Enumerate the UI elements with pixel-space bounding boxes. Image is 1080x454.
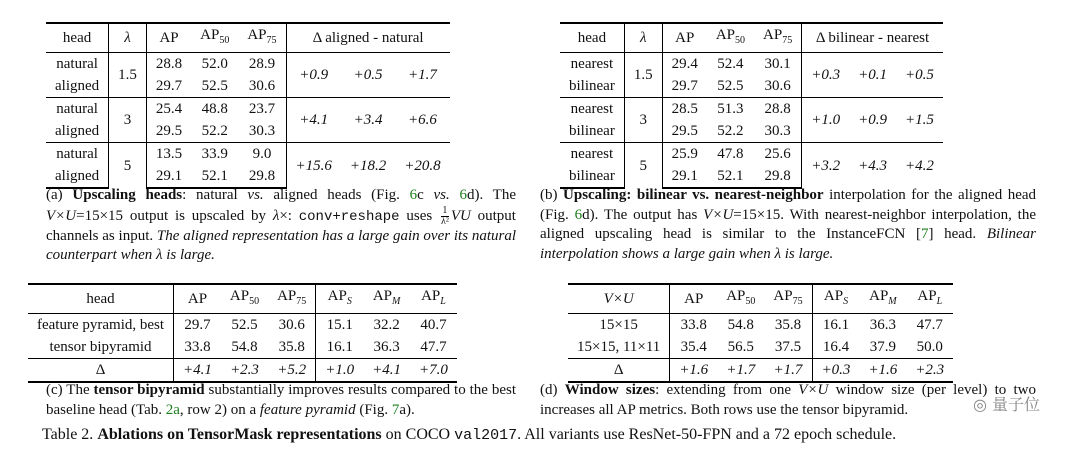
cell-value: 29.5 bbox=[671, 123, 698, 139]
header-lambda: λ bbox=[109, 23, 147, 53]
figure-ref[interactable]: 6 bbox=[459, 187, 467, 203]
cell-value: 51.3 bbox=[707, 98, 754, 121]
cell-value: 29.8 bbox=[238, 165, 286, 188]
table-a bbox=[46, 22, 450, 189]
row-head: aligned bbox=[46, 75, 109, 98]
cell-delta: +15.6 bbox=[286, 143, 341, 189]
table-row bbox=[46, 98, 450, 121]
cell-delta: +1.5 bbox=[896, 98, 943, 143]
cell-delta: +0.9 bbox=[849, 98, 896, 143]
cell-value: 52.1 bbox=[707, 165, 754, 188]
cell-value: 47.8 bbox=[707, 143, 754, 166]
cell-value: 35.8 bbox=[268, 336, 316, 359]
cell-value: 15.1 bbox=[326, 317, 353, 333]
cell-value: 16.1 bbox=[326, 339, 353, 355]
cell-value: +1.7 bbox=[764, 359, 812, 383]
cell-value: 40.7 bbox=[420, 317, 447, 333]
row-lambda: 3 bbox=[624, 98, 662, 143]
header-head: head bbox=[46, 23, 109, 53]
cell-value: 30.1 bbox=[754, 53, 802, 76]
table-row bbox=[560, 143, 943, 166]
cell-delta: +1.7 bbox=[408, 67, 437, 83]
header-ap: AP bbox=[146, 23, 191, 53]
cell-value: +1.7 bbox=[717, 359, 764, 383]
table-row bbox=[28, 336, 457, 359]
cell-delta: +1.0 bbox=[802, 98, 849, 143]
cell-value: 37.9 bbox=[869, 339, 896, 355]
cell-value: 30.3 bbox=[238, 120, 286, 143]
cell-value: 52.5 bbox=[231, 317, 258, 333]
cell-value: 33.9 bbox=[191, 143, 238, 166]
cell-value: 52.2 bbox=[201, 123, 228, 139]
cell-delta: +0.1 bbox=[858, 67, 887, 83]
cell-value: +1.6 bbox=[859, 359, 906, 383]
header-ap: AP bbox=[662, 23, 707, 53]
cell-value: +1.6 bbox=[670, 359, 717, 383]
row-head: 15×15 bbox=[568, 314, 670, 337]
header-cell: AP bbox=[174, 284, 221, 314]
cell-value: +0.3 bbox=[812, 359, 859, 383]
cell-value: 29.4 bbox=[671, 56, 698, 72]
cell-value: 54.8 bbox=[727, 317, 754, 333]
row-head: aligned bbox=[46, 165, 109, 188]
table-row bbox=[28, 314, 457, 337]
header-ap50: $AP_{50}$ bbox=[191, 23, 238, 53]
cell-value: 37.5 bbox=[764, 336, 812, 359]
header-head: head bbox=[560, 23, 624, 53]
cell-value: 30.3 bbox=[754, 120, 802, 143]
row-lambda: 5 bbox=[109, 143, 147, 189]
header-cell: $AP_L$ bbox=[410, 284, 457, 314]
cell-value: 56.5 bbox=[727, 339, 754, 355]
header-ap75: $AP_{75}$ bbox=[754, 23, 802, 53]
cell-delta: +0.3 bbox=[811, 67, 841, 83]
table-c bbox=[28, 283, 457, 383]
table-d bbox=[568, 283, 953, 383]
cell-delta: +20.8 bbox=[395, 143, 449, 189]
header-lambda: λ bbox=[624, 23, 662, 53]
table-ref[interactable]: 2a bbox=[165, 401, 180, 418]
cell-value: 29.1 bbox=[146, 165, 191, 188]
row-head: aligned bbox=[46, 120, 109, 143]
table-b bbox=[560, 22, 943, 189]
row-head: nearest bbox=[560, 98, 624, 121]
cell-value: 52.5 bbox=[717, 78, 744, 94]
cell-value: 33.8 bbox=[680, 317, 707, 333]
header-cell: V×U bbox=[568, 284, 670, 314]
cell-delta: +0.9 bbox=[299, 67, 329, 83]
cell-value: 28.8 bbox=[155, 56, 183, 72]
row-head: bilinear bbox=[560, 165, 624, 188]
cell-delta: +4.1 bbox=[286, 98, 341, 143]
figure-ref[interactable]: 6 bbox=[574, 206, 583, 223]
header-cell: $AP_L$ bbox=[906, 284, 953, 314]
header-cell: $AP_S$ bbox=[316, 284, 363, 314]
citation-ref[interactable]: 7 bbox=[920, 226, 929, 242]
header-cell: AP bbox=[670, 284, 717, 314]
header-cell: $AP_M$ bbox=[859, 284, 906, 314]
cell-value: 47.7 bbox=[420, 339, 447, 355]
cell-value: 32.2 bbox=[373, 317, 400, 333]
row-head: natural bbox=[46, 53, 109, 76]
header-ap50: $AP_{50}$ bbox=[707, 23, 754, 53]
cell-value: +7.0 bbox=[410, 359, 457, 383]
cell-value: 30.6 bbox=[268, 314, 316, 337]
cell-delta: +0.5 bbox=[904, 67, 934, 83]
cell-value: 23.7 bbox=[238, 98, 286, 121]
cell-value: +4.1 bbox=[174, 359, 221, 383]
row-lambda: 3 bbox=[109, 98, 147, 143]
cell-value: 52.4 bbox=[717, 56, 744, 72]
cell-value: 29.7 bbox=[671, 78, 698, 94]
caption-b: (b) Upscaling: bilinear vs. nearest-neighbor interpolation for the aligned head (Fig. 6d). The output has V×U=15×15. With nearest-neighbor interpolation, the aligned upscaling head is similar to the InstanceFCN [7] head. Bilinear interpolation shows a large gain when λ is large. bbox=[540, 187, 1037, 262]
figure-ref[interactable]: 7 bbox=[391, 401, 400, 418]
cell-delta: +4.3 bbox=[849, 143, 896, 189]
table-row bbox=[46, 143, 450, 166]
row-head: Δ bbox=[28, 359, 174, 383]
table-row bbox=[568, 359, 953, 383]
cell-value: 28.9 bbox=[238, 53, 286, 76]
row-head: Δ bbox=[568, 359, 670, 383]
cell-value: 35.8 bbox=[764, 314, 812, 337]
row-head: 15×15, 11×11 bbox=[568, 336, 670, 359]
header-cell: $AP_{75}$ bbox=[764, 284, 812, 314]
caption-d: (d) Window sizes: extending from one V×U window size (per level) to two increases all AP metrics. Both rows use the tensor bipyramid. bbox=[540, 382, 1037, 418]
cell-value: 29.1 bbox=[662, 165, 707, 188]
cell-value: 30.6 bbox=[754, 75, 802, 98]
header-ap75: $AP_{75}$ bbox=[238, 23, 286, 53]
cell-value: 48.8 bbox=[191, 98, 238, 121]
table-row bbox=[560, 98, 943, 121]
cell-value: +2.3 bbox=[221, 359, 268, 383]
cell-value: 30.6 bbox=[238, 75, 286, 98]
row-head: bilinear bbox=[560, 120, 624, 143]
cell-value: 16.1 bbox=[822, 317, 850, 333]
cell-value: 13.5 bbox=[146, 143, 191, 166]
row-head: natural bbox=[46, 143, 109, 166]
caption-a: (a) Upscaling heads: natural vs. aligned heads (Fig. 6c vs. 6d). The V×U=15×15 output is upscaled by λ×: conv+reshape uses $\frac{1}{\text{λ²}}$ VU output channels as input. The aligned representation has a large gain over its natural counterpart when λ is large. bbox=[46, 187, 517, 264]
cell-value: 25.6 bbox=[754, 143, 802, 166]
row-lambda: 5 bbox=[624, 143, 662, 189]
table-row bbox=[28, 359, 457, 383]
header-delta: Δ aligned - natural bbox=[286, 23, 450, 53]
row-head: tensor bipyramid bbox=[28, 336, 174, 359]
cell-value: 47.7 bbox=[916, 317, 943, 333]
row-head: nearest bbox=[560, 143, 624, 166]
cell-delta: +0.5 bbox=[353, 67, 383, 83]
table-row bbox=[568, 314, 953, 337]
table-caption: Table 2. Ablations on TensorMask representations on COCO val2017. All variants use ResNet-50-FPN and a 72 epoch schedule. bbox=[42, 426, 897, 444]
row-lambda: 1.5 bbox=[109, 53, 147, 98]
header-cell: $AP_{75}$ bbox=[268, 284, 316, 314]
cell-delta: +4.2 bbox=[896, 143, 943, 189]
cell-delta: +3.2 bbox=[802, 143, 849, 189]
row-head: bilinear bbox=[560, 75, 624, 98]
header-cell: $AP_M$ bbox=[363, 284, 410, 314]
cell-delta: +3.4 bbox=[341, 98, 395, 143]
cell-delta: +18.2 bbox=[341, 143, 395, 189]
row-head: natural bbox=[46, 98, 109, 121]
cell-value: 52.1 bbox=[191, 165, 238, 188]
figure-ref[interactable]: 6 bbox=[409, 187, 418, 203]
watermark-logo: ◎ 量子位 bbox=[972, 395, 1040, 414]
header-cell: head bbox=[28, 284, 174, 314]
table-row bbox=[568, 336, 953, 359]
header-cell: $AP_{50}$ bbox=[717, 284, 764, 314]
cell-value: 52.2 bbox=[717, 123, 744, 139]
cell-value: 29.5 bbox=[155, 123, 183, 139]
cell-value: +4.1 bbox=[363, 359, 410, 383]
cell-delta: +6.6 bbox=[395, 98, 449, 143]
cell-value: 28.5 bbox=[662, 98, 707, 121]
row-lambda: 1.5 bbox=[624, 53, 662, 98]
cell-value: 9.0 bbox=[238, 143, 286, 166]
cell-value: 50.0 bbox=[916, 339, 943, 355]
caption-c: (c) The tensor bipyramid substantially improves results compared to the best baseline head (Tab. 2a, row 2) on a feature pyramid (Fig. 7a). bbox=[46, 382, 517, 418]
cell-value: 16.4 bbox=[822, 339, 850, 355]
cell-value: +1.0 bbox=[316, 359, 363, 383]
cell-value: 36.3 bbox=[373, 339, 400, 355]
row-head: nearest bbox=[560, 53, 624, 76]
cell-value: 33.8 bbox=[184, 339, 211, 355]
cell-value: 29.8 bbox=[754, 165, 802, 188]
cell-value: 52.0 bbox=[201, 56, 228, 72]
row-head: feature pyramid, best bbox=[28, 314, 174, 337]
cell-value: 29.7 bbox=[155, 78, 183, 94]
cell-value: +5.2 bbox=[268, 359, 316, 383]
cell-value: 36.3 bbox=[869, 317, 896, 333]
cell-value: 35.4 bbox=[680, 339, 707, 355]
header-delta: Δ bilinear - nearest bbox=[802, 23, 943, 53]
header-cell: $AP_S$ bbox=[812, 284, 859, 314]
fraction: $\frac{1}{\text{λ²}}$ bbox=[440, 204, 449, 227]
cell-value: 28.8 bbox=[754, 98, 802, 121]
table-row bbox=[560, 53, 943, 76]
cell-value: 54.8 bbox=[231, 339, 258, 355]
header-cell: $AP_{50}$ bbox=[221, 284, 268, 314]
cell-value: +2.3 bbox=[906, 359, 953, 383]
cell-value: 25.9 bbox=[662, 143, 707, 166]
cell-value: 25.4 bbox=[146, 98, 191, 121]
cell-value: 29.7 bbox=[184, 317, 211, 333]
cell-value: 52.5 bbox=[201, 78, 228, 94]
table-row bbox=[46, 53, 450, 76]
